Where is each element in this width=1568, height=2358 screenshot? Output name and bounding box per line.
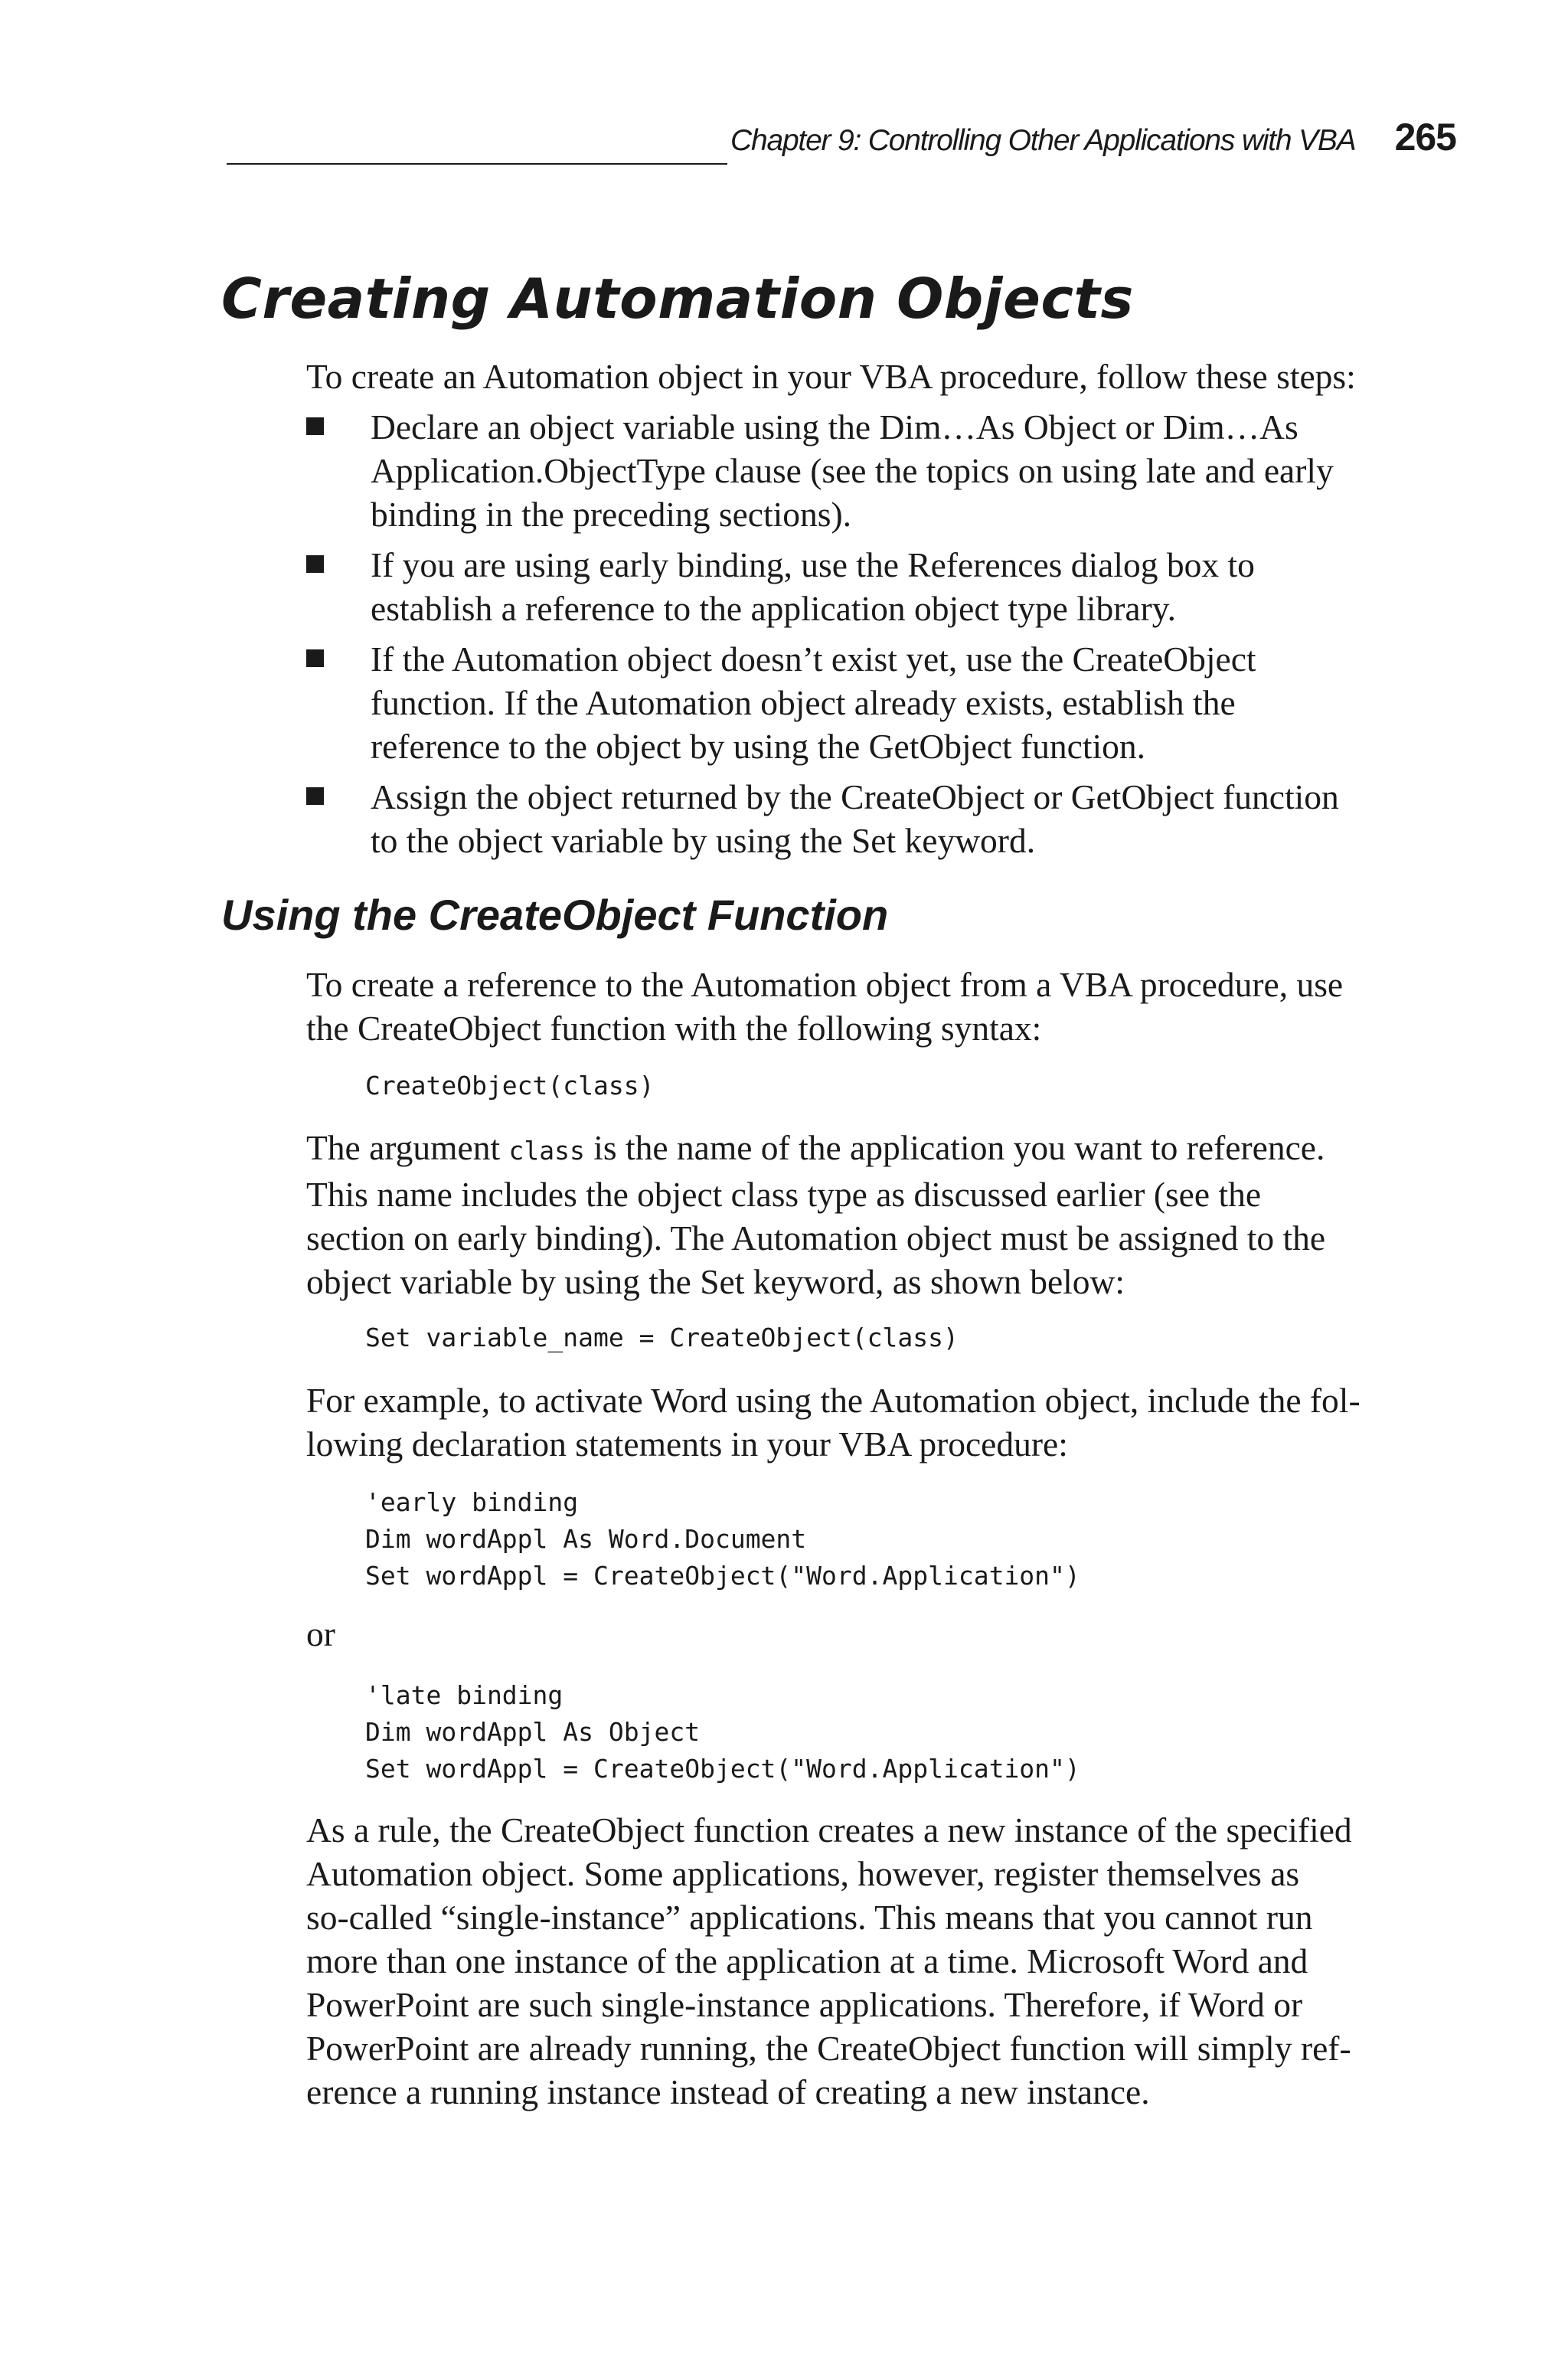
list-item-line: reference to the object by using the GetObject function. <box>371 727 1145 766</box>
paragraph <box>306 1126 1455 1303</box>
paragraph-line: As a rule, the CreateObject function creates a new instance of the specified <box>306 1810 1352 1849</box>
text-run: The argument <box>306 1128 509 1167</box>
paragraph-line: erence a running instance instead of creating a new instance. <box>306 2072 1150 2111</box>
list-item-line: Assign the object returned by the CreateObject or GetObject function <box>371 777 1339 816</box>
chapter-title: Chapter 9: Controlling Other Applications with VBA <box>730 124 1356 157</box>
paragraph-line: object variable by using the Set keyword, as shown below: <box>306 1262 1125 1301</box>
code-block: Set variable_name = CreateObject(class) <box>365 1323 959 1352</box>
text-run: is the name of the application you want to reference. <box>584 1128 1325 1167</box>
paragraph-line <box>306 1126 1455 1172</box>
paragraph-line: section on early binding). The Automation object must be assigned to the <box>306 1218 1326 1257</box>
code-block: 'early binding Dim wordAppl As Word.Document Set wordAppl = CreateObject("Word.Application") <box>365 1487 1080 1591</box>
list-item <box>306 543 1455 630</box>
code-block: 'late binding Dim wordAppl As Object Set wordAppl = CreateObject("Word.Application") <box>365 1680 1080 1784</box>
list-item <box>306 775 1455 862</box>
list-item-line: binding in the preceding sections). <box>371 495 852 534</box>
paragraph-line: For example, to activate Word using the Automation object, include the fol- <box>306 1381 1361 1420</box>
list-item-line: establish a reference to the application object type library. <box>371 589 1176 628</box>
paragraph-line: so-called “single-instance” applications. This means that you cannot run <box>306 1898 1313 1937</box>
paragraph <box>306 963 1455 1050</box>
paragraph-line: Automation object. Some applications, however, register themselves as <box>306 1854 1300 1893</box>
paragraph-line: lowing declaration statements in your VBA procedure: <box>306 1424 1068 1464</box>
running-header <box>227 115 1456 168</box>
paragraph <box>306 1612 1455 1656</box>
list-item-line: function. If the Automation object already exists, establish the <box>371 683 1236 722</box>
paragraph-line: To create a reference to the Automation object from a VBA procedure, use <box>306 965 1344 1004</box>
paragraph-line: To create an Automation object in your VBA procedure, follow these steps: <box>306 357 1356 396</box>
square-bullet-icon <box>306 649 324 667</box>
square-bullet-icon <box>306 555 324 573</box>
square-bullet-icon <box>306 787 324 805</box>
header-rule <box>227 163 727 165</box>
paragraph-line: PowerPoint are such single-instance applications. Therefore, if Word or <box>306 1985 1303 2024</box>
list-item-line: to the object variable by using the Set keyword. <box>371 821 1036 860</box>
paragraph-line: This name includes the object class type as discussed earlier (see the <box>306 1175 1262 1214</box>
steps-list <box>306 405 1455 869</box>
paragraph <box>306 1808 1455 2114</box>
list-item <box>306 405 1455 536</box>
list-item-line: If the Automation object doesn’t exist yet, use the CreateObject <box>371 639 1256 679</box>
code-block: CreateObject(class) <box>365 1071 655 1101</box>
paragraph-line: more than one instance of the application at a time. Microsoft Word and <box>306 1941 1308 1980</box>
or-text: or <box>306 1614 335 1653</box>
paragraph <box>306 1378 1455 1466</box>
paragraph-line: the CreateObject function with the following syntax: <box>306 1009 1042 1048</box>
inline-code: class <box>508 1136 585 1166</box>
list-item-line: Declare an object variable using the Dim…As Object or Dim…As <box>371 407 1298 446</box>
list-item <box>306 637 1455 768</box>
square-bullet-icon <box>306 417 324 435</box>
list-item-line: Application.ObjectType clause (see the topics on using late and early <box>371 451 1334 490</box>
list-item-line: If you are using early binding, use the References dialog box to <box>371 545 1255 584</box>
section-heading: Creating Automation Objects <box>221 267 1134 331</box>
intro-paragraph <box>306 355 1455 398</box>
paragraph-line: PowerPoint are already running, the CreateObject function will simply ref- <box>306 2029 1351 2068</box>
subsection-heading: Using the CreateObject Function <box>221 891 889 939</box>
page-number: 265 <box>1394 116 1456 159</box>
